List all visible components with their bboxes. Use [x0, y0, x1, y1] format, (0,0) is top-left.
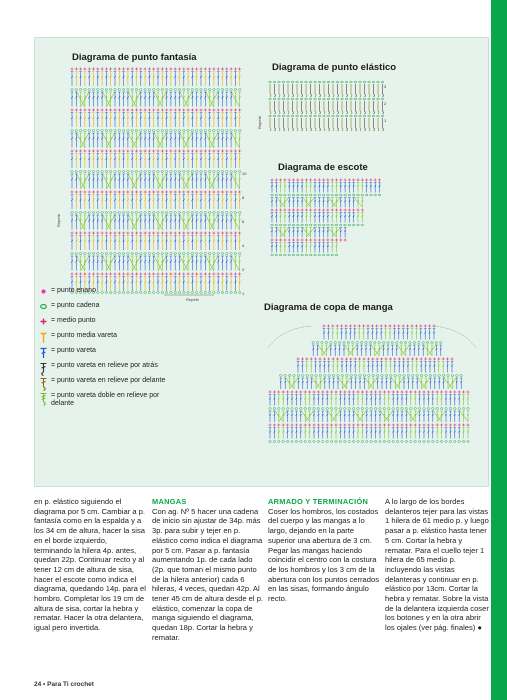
- legend-item: [38, 287, 178, 297]
- elastico-repeat-label: Repetir: [256, 116, 262, 129]
- legend-item-label: = punto vareta en relieve por atrás: [51, 362, 158, 369]
- fantasia-row-number: 1: [242, 291, 245, 296]
- fantasia-row-number: 2: [242, 267, 245, 272]
- plus-stitch-icon: [38, 317, 49, 327]
- legend-item-label: = punto media vareta: [51, 332, 117, 339]
- column-1-body: en p. elástico siguiendo el diagrama por 5 cm. Cambiar a p. fantasía como en la espalda y a los 34 cm de altura, hacer la sisa en el borde izquierdo, terminando la hilera 4p. antes, quedan 22p. Continuar recto y al tener 12 cm de altura de sisa, hacer el escote como indica el diagrama, quedando 14p. para el hombro. Completar los 19 cm de altura de sisa, cortar la hebra y rematar. Hacer la otra delantera, igual pero invertida.: [34, 497, 146, 633]
- fantasia-repeat-bottom-label: Repetir: [186, 297, 199, 302]
- diagram-fantasia-title: Diagrama de punto fantasía: [72, 52, 197, 63]
- column-2-body: Con ag. Nº 5 hacer una cadena de inicio sin ajustar de 34p. más 3p. para subir y tejer en p. elástico como indica el diagrama por 5 cm. Pasar a p. fantasía aumentando 1p. de cada lado (2p. que toman el mismo punto de la hilera anterior) cada 6 hileras, 4 veces, quedan 42p. Al tener 45 cm de altura desde el p. elástico, comenzar la copa de manga siguiendo el diagrama, quedan 18p. Cortar la hebra y rematar.: [152, 506, 264, 642]
- legend-item: [38, 377, 178, 387]
- stitch-legend: [38, 287, 178, 413]
- dot-stitch-icon: [38, 287, 49, 297]
- page-edge-bar: [491, 0, 507, 700]
- column-4-body: A lo largo de los bordes delanteros tejer para las vistas 1 hilera de 61 medio p. y luego pasar a p. elástico hasta tener 5 cm. Cortar la hebra y rematar. Para el cuello tejer 1 hilera de 65 medio p. incluyendo las vistas delanteras y continuar en p. elástico por 13cm. Cortar la hebra y rematar. Sobre la vista de la delantera izquierda coser los botones y en la otra abrir los ojales (ver pág. finales) ●: [385, 497, 489, 633]
- legend-item: [38, 347, 178, 357]
- column-3-heading: ARMADO Y TERMINACIÓN: [268, 497, 369, 506]
- oval-stitch-icon: [38, 302, 49, 312]
- diagram-escote-grid: [266, 176, 396, 268]
- text-column-1: [34, 497, 146, 633]
- diagram-elastico-grid: [262, 76, 392, 136]
- legend-item-label: = punto vareta en relieve por delante: [51, 377, 166, 384]
- legend-item: [38, 392, 178, 408]
- column-2-heading: MANGAS: [152, 497, 187, 506]
- tvar-stitch-icon: [38, 347, 49, 357]
- fantasia-row-number: 8: [242, 195, 245, 200]
- fantasia-row-number: 10: [242, 171, 247, 176]
- fantasia-repeat-left-label: Repetir: [55, 214, 61, 227]
- page-footer: 24 • Para Ti crochet: [34, 681, 94, 688]
- column-3-body: Coser los hombros, los costados del cuerpo y las mangas a lo largo, dejando en la parte superior una abertura de 3 cm. Pegar las mangas haciendo coincidir el centro con la costura de los hombros y los 3 cm de la abertura con los puntos cerrados en las sisas, formando ángulo recto.: [268, 506, 380, 604]
- legend-item-label: = punto vareta: [51, 347, 96, 354]
- elastico-row-number: 1: [384, 118, 387, 123]
- diagram-fantasia-grid: [64, 63, 250, 299]
- legend-item-label: = punto cadena: [51, 302, 100, 309]
- legend-item: [38, 317, 178, 327]
- legend-item: [38, 302, 178, 312]
- elastico-row-number: 2: [384, 101, 387, 106]
- tmed-stitch-icon: [38, 332, 49, 342]
- diagram-elastico-title: Diagrama de punto elástico: [272, 62, 397, 73]
- legend-item-label: = medio punto: [51, 317, 96, 324]
- text-column-4: [385, 497, 489, 633]
- elastico-row-number: 3: [384, 84, 387, 89]
- legend-item: [38, 362, 178, 372]
- diagram-manga-grid: [262, 318, 484, 460]
- legend-item: [38, 332, 178, 342]
- text-column-3: [268, 497, 380, 604]
- diagram-escote-title: Diagrama de escote: [278, 162, 368, 173]
- legend-item-label: = punto vareta doble en relieve por delante: [51, 392, 160, 407]
- legend-item-label: = punto enano: [51, 287, 96, 294]
- fantasia-row-number: 4: [242, 243, 245, 248]
- tatras-stitch-icon: [38, 362, 49, 372]
- text-column-2: [152, 497, 264, 643]
- tdoble-stitch-icon: [38, 392, 49, 402]
- diagram-manga-title: Diagrama de copa de manga: [264, 302, 393, 313]
- fantasia-row-number: 6: [242, 219, 245, 224]
- tdelante-stitch-icon: [38, 377, 49, 387]
